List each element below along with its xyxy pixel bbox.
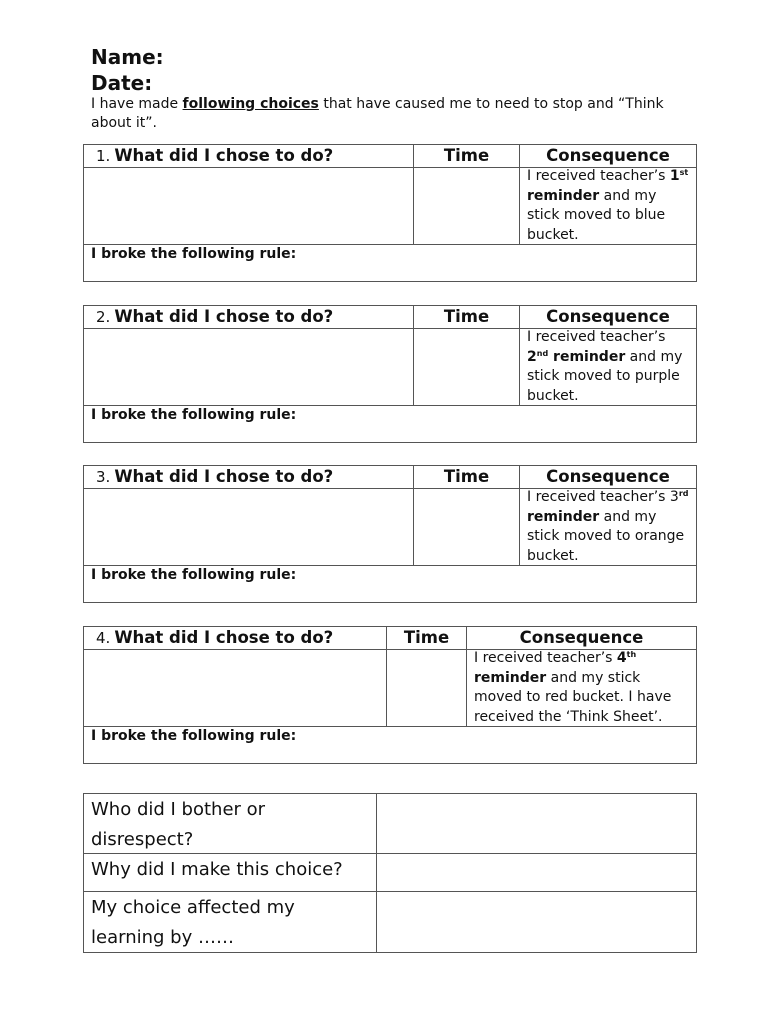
choice-block-body: [84, 167, 696, 245]
choice-block-header: [84, 466, 696, 489]
reflection-row: [84, 854, 696, 892]
reflection-answer-cell[interactable]: [377, 794, 696, 853]
consequence-intro: I received teacher’s 3: [527, 489, 679, 505]
choice-block-header: [84, 145, 696, 168]
consequence-intro: I received teacher’s: [527, 168, 670, 184]
consequence-text: [519, 167, 696, 244]
choice-block-1: [83, 144, 697, 282]
rule-label: I broke the following rule:: [91, 728, 297, 744]
choice-input-cell[interactable]: [84, 167, 413, 244]
time-input-cell[interactable]: [413, 328, 519, 405]
rule-label: I broke the following rule:: [91, 567, 297, 583]
reminder-word: reminder: [527, 187, 600, 204]
consequence-header: Consequence: [519, 466, 696, 488]
block-number: 2.: [96, 308, 111, 326]
ordinal-suffix: nd: [536, 348, 549, 358]
choice-input-cell[interactable]: [84, 649, 386, 726]
question-text: What did I chose to do?: [114, 146, 334, 165]
consequence-text: [519, 488, 696, 565]
choice-block-4: [83, 626, 697, 764]
ordinal-suffix: th: [626, 650, 637, 659]
reflection-question: Who did I bother or disrespect?: [84, 794, 377, 853]
reminder-ordinal: 4: [616, 650, 627, 666]
ordinal-suffix: rd: [678, 489, 689, 498]
reflection-table: [83, 793, 697, 953]
consequence-text: [466, 649, 696, 726]
choice-block-3: [83, 465, 697, 603]
block-number: 3.: [96, 468, 111, 486]
reflection-row: [84, 794, 696, 854]
intro-text: [91, 95, 691, 133]
consequence-header: Consequence: [519, 145, 696, 167]
choice-block-header: [84, 306, 696, 329]
consequence-intro: I received teacher’s: [474, 650, 617, 666]
question-header: [84, 145, 413, 167]
time-header: Time: [386, 627, 466, 649]
reflection-question: Why did I make this choice?: [84, 854, 377, 891]
question-text: What did I chose to do?: [114, 628, 334, 647]
reminder-ordinal: 1: [669, 168, 680, 184]
choice-input-cell[interactable]: [84, 488, 413, 565]
reminder-ordinal: 2: [527, 348, 537, 365]
reflection-question: My choice affected my learning by ……: [84, 892, 377, 952]
date-label: Date:: [91, 71, 153, 95]
consequence-intro: I received teacher’s: [527, 329, 666, 345]
consequence-outcome: and my stick moved to blue bucket.: [527, 187, 666, 243]
block-number: 1.: [96, 147, 111, 165]
time-header: Time: [413, 145, 519, 167]
question-text: What did I chose to do?: [114, 467, 334, 486]
block-number: 4.: [96, 629, 111, 647]
consequence-header: Consequence: [466, 627, 696, 649]
intro-text-underlined: following choices: [182, 96, 319, 112]
time-header: Time: [413, 306, 519, 328]
choice-input-cell[interactable]: [84, 328, 413, 405]
consequence-text: [519, 328, 696, 405]
reminder-word: reminder: [527, 508, 600, 525]
choice-block-body: [84, 328, 696, 406]
reminder-word: reminder: [474, 669, 547, 686]
consequence-outcome: and my stick moved to purple bucket.: [527, 348, 683, 404]
name-label: Name:: [91, 45, 164, 69]
reflection-answer-cell[interactable]: [377, 892, 696, 952]
time-header: Time: [413, 466, 519, 488]
reflection-answer-cell[interactable]: [377, 854, 696, 891]
intro-text-start: I have made: [91, 96, 183, 112]
choice-block-body: [84, 488, 696, 566]
reflection-row: [84, 892, 696, 952]
reminder-word: reminder: [548, 348, 626, 365]
question-header: [84, 627, 386, 649]
question-header: [84, 466, 413, 488]
consequence-outcome: and my stick moved to orange bucket.: [527, 508, 685, 564]
rule-label: I broke the following rule:: [91, 246, 297, 262]
question-text: What did I chose to do?: [114, 307, 334, 326]
time-input-cell[interactable]: [413, 167, 519, 244]
intro-text-end: that have caused me to need to stop and “Think about it”.: [91, 96, 664, 131]
rule-label: I broke the following rule:: [91, 407, 297, 423]
time-input-cell[interactable]: [386, 649, 466, 726]
consequence-outcome: and my stick moved to red bucket. I have received the ‘Think Sheet’.: [474, 669, 672, 725]
choice-block-header: [84, 627, 696, 650]
question-header: [84, 306, 413, 328]
ordinal-suffix: st: [679, 168, 689, 177]
choice-block-body: [84, 649, 696, 727]
consequence-header: Consequence: [519, 306, 696, 328]
time-input-cell[interactable]: [413, 488, 519, 565]
choice-block-2: [83, 305, 697, 443]
